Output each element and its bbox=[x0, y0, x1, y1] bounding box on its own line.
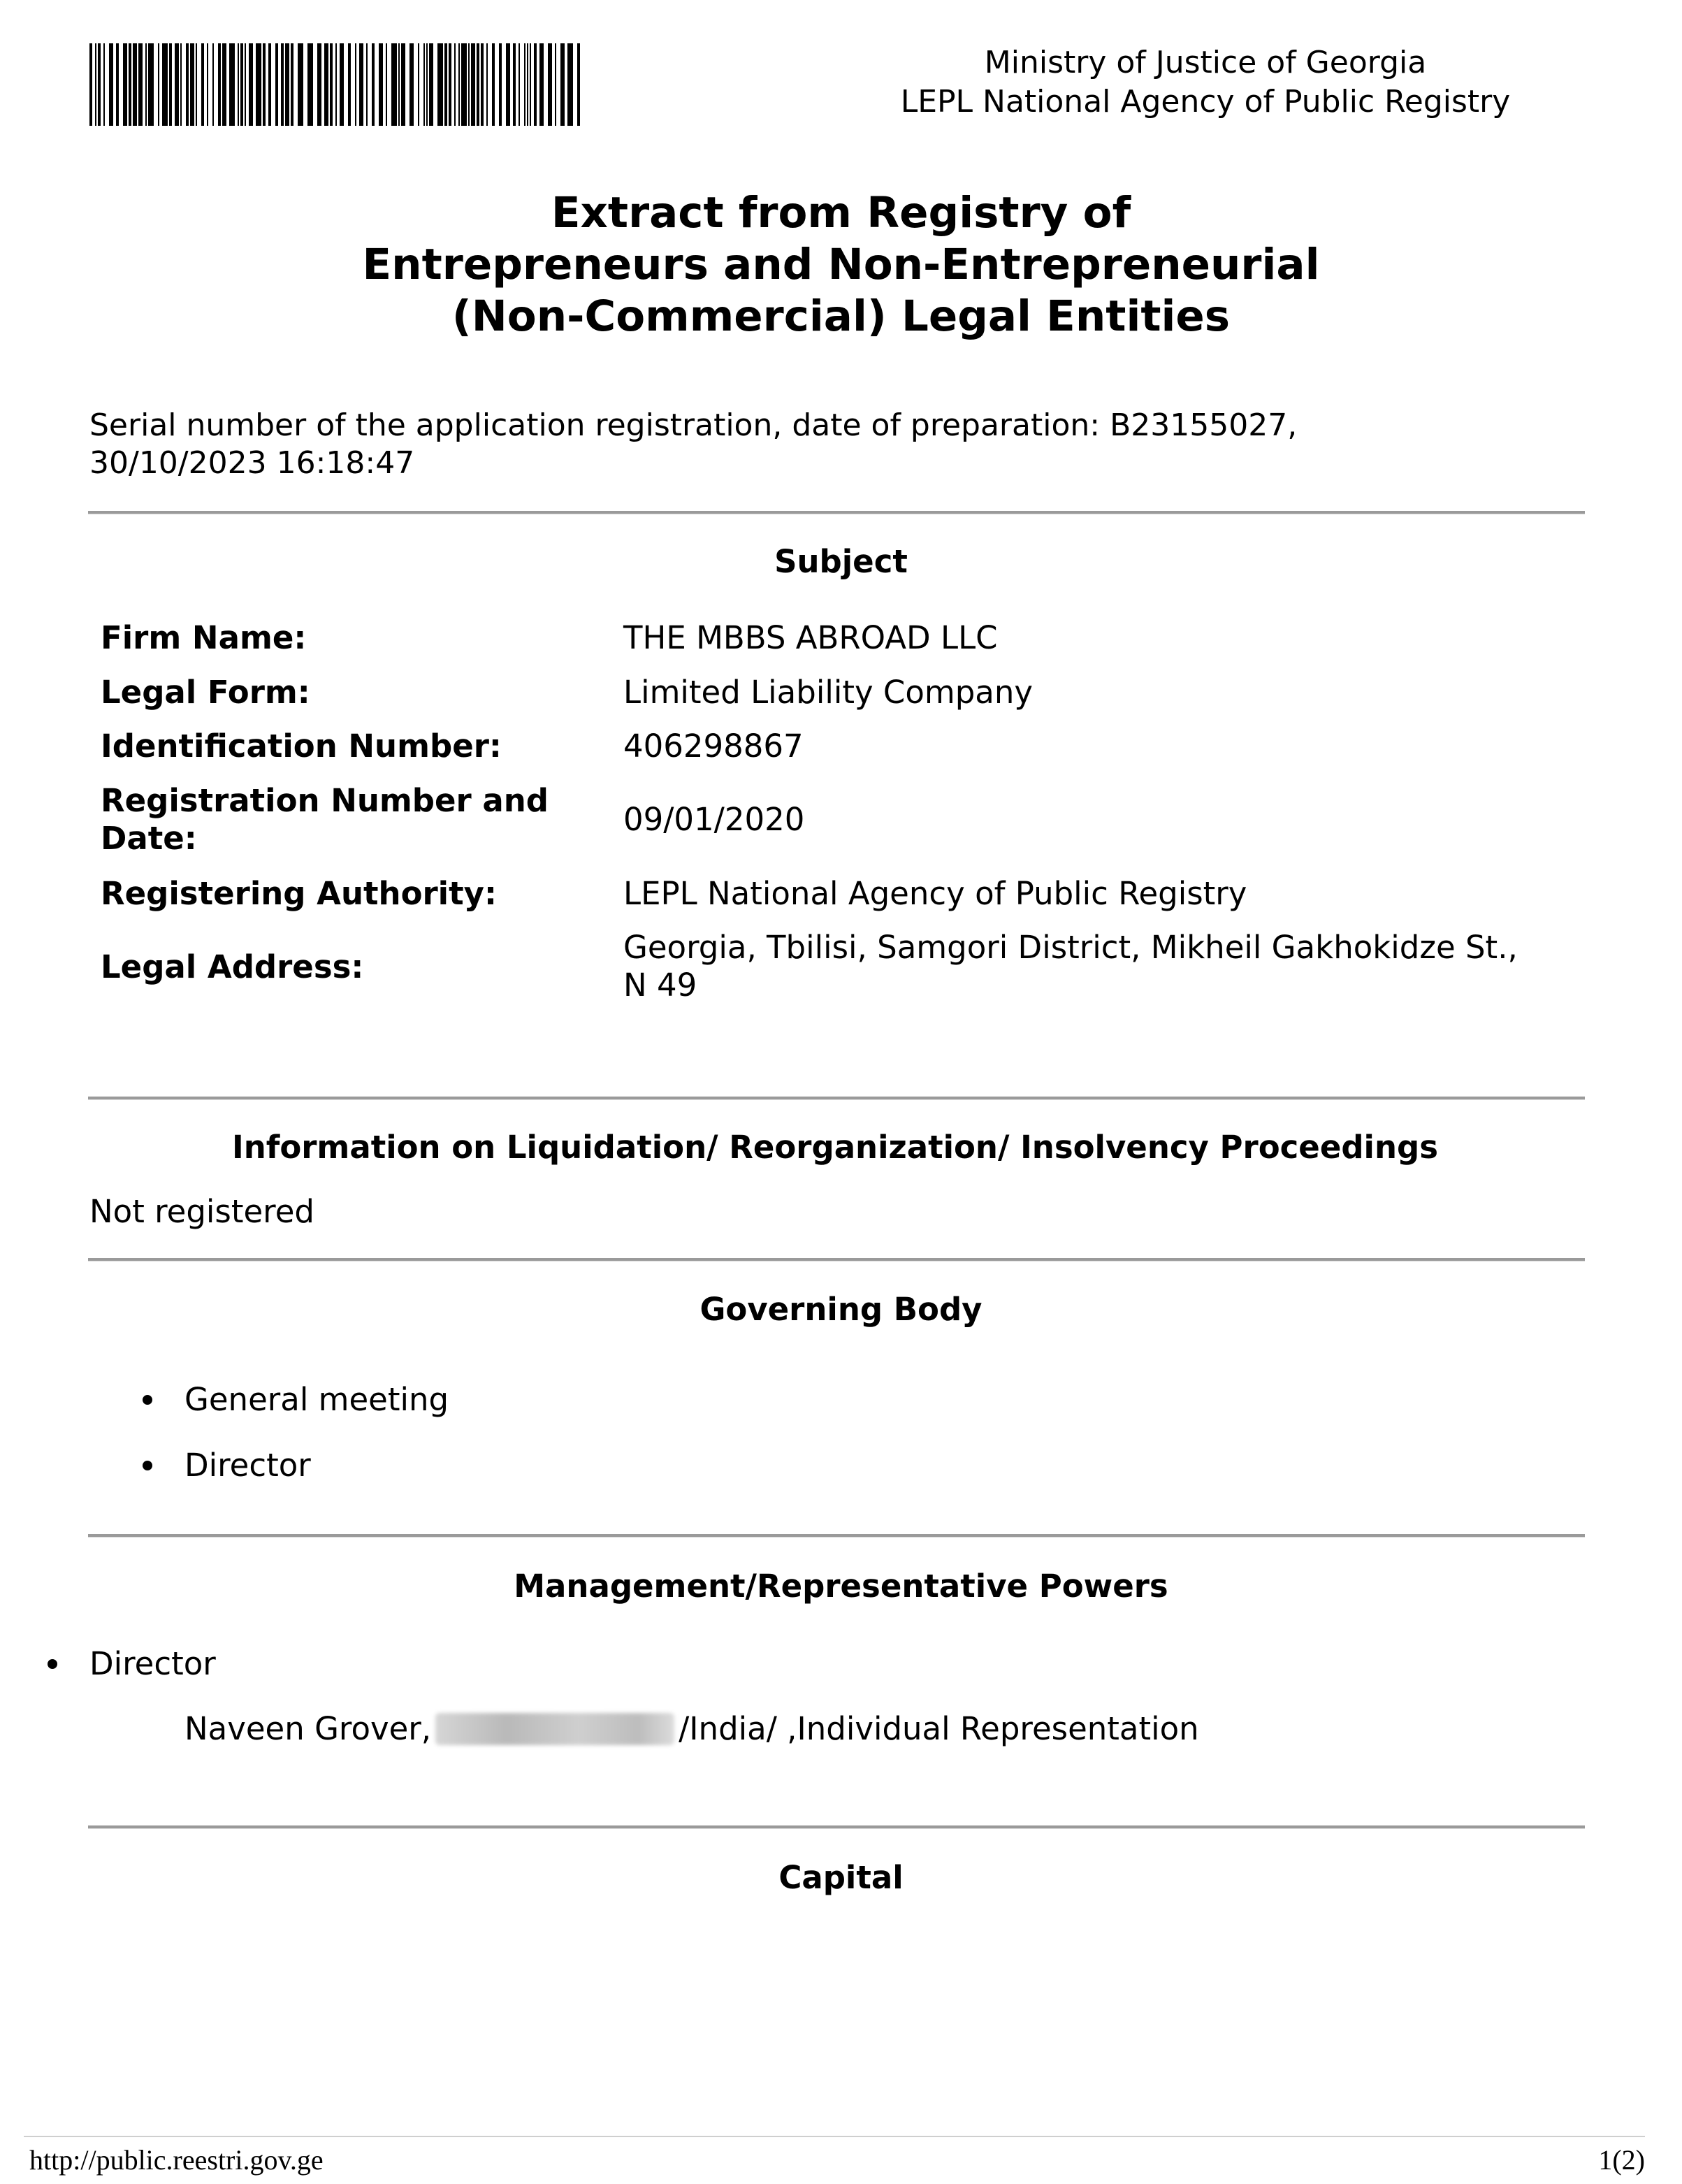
liquidation-status: Not registered bbox=[89, 1193, 314, 1230]
legal-address-label: Legal Address: bbox=[101, 948, 364, 985]
barcode-bar bbox=[148, 43, 154, 126]
barcode-bar bbox=[103, 43, 105, 126]
redacted-id bbox=[435, 1713, 674, 1745]
registration-date-value: 09/01/2020 bbox=[623, 801, 805, 838]
barcode-bar bbox=[169, 43, 172, 126]
registration-number-label bbox=[101, 782, 604, 858]
barcode-bar bbox=[89, 43, 92, 126]
barcode-bar bbox=[298, 43, 303, 126]
bullet-icon bbox=[143, 1395, 152, 1405]
barcode-bar bbox=[386, 43, 387, 126]
barcode-bar bbox=[212, 43, 214, 126]
barcode-bar bbox=[175, 43, 179, 126]
barcode-bar bbox=[418, 43, 419, 126]
liquidation-heading: Information on Liquidation/ Reorganization/ Insolvency Proceedings bbox=[231, 1129, 1439, 1166]
barcode-bar bbox=[477, 43, 479, 126]
barcode-bar bbox=[409, 43, 414, 126]
barcode-bar bbox=[555, 43, 556, 126]
governing-body-item: Director bbox=[184, 1447, 311, 1484]
barcode-bar bbox=[548, 43, 552, 126]
barcode-bar bbox=[222, 43, 226, 126]
barcode-bar bbox=[238, 43, 239, 126]
barcode-bar bbox=[256, 43, 261, 126]
serial-line-1: Serial number of the application registration, date of preparation: B23155027, bbox=[89, 407, 1298, 443]
document-title bbox=[0, 187, 1682, 342]
barcode-bar bbox=[391, 43, 397, 126]
barcode-bar bbox=[340, 43, 344, 126]
barcode-bar bbox=[133, 43, 137, 126]
barcode-bar bbox=[145, 43, 147, 126]
barcode-bar bbox=[162, 43, 168, 126]
barcode-bar bbox=[263, 43, 266, 126]
barcode-bar bbox=[285, 43, 289, 126]
barcode-bar bbox=[218, 43, 221, 126]
barcode-bar bbox=[138, 43, 143, 126]
issuer-header bbox=[790, 43, 1621, 122]
barcode-bar bbox=[506, 43, 510, 126]
firm-name-value: THE MBBS ABROAD LLC bbox=[623, 619, 998, 656]
management-role: Director bbox=[89, 1645, 216, 1682]
barcode-bar bbox=[207, 43, 208, 126]
barcode-bar bbox=[307, 43, 313, 126]
barcode-bar bbox=[530, 43, 531, 126]
footer-divider bbox=[24, 2136, 1645, 2137]
management-heading: Management/Representative Powers bbox=[514, 1568, 1168, 1605]
barcode-bar bbox=[281, 43, 284, 126]
representative-line bbox=[184, 1709, 1199, 1749]
section-divider bbox=[88, 1534, 1585, 1538]
barcode-bar bbox=[486, 43, 488, 126]
bullet-icon bbox=[48, 1659, 57, 1669]
barcode-bar bbox=[577, 43, 580, 126]
serial-line-2: 30/10/2023 16:18:47 bbox=[89, 445, 415, 481]
title-line-2: Entrepreneurs and Non-Entrepreneurial bbox=[362, 240, 1320, 289]
barcode-bar bbox=[186, 43, 189, 126]
firm-name-label: Firm Name: bbox=[101, 619, 307, 656]
barcode-bar bbox=[539, 43, 544, 126]
representative-name: Naveen Grover, bbox=[184, 1710, 432, 1747]
section-divider bbox=[88, 1258, 1585, 1261]
barcode-bar bbox=[249, 43, 253, 126]
barcode-bar bbox=[275, 43, 278, 126]
footer-url: http://public.reestri.gov.ge bbox=[29, 2144, 324, 2176]
barcode-bar bbox=[196, 43, 197, 126]
barcode-bar bbox=[471, 43, 475, 126]
barcode-bar bbox=[499, 43, 502, 126]
barcode-bar bbox=[359, 43, 363, 126]
barcode-bar bbox=[116, 43, 119, 126]
barcode-bar bbox=[180, 43, 182, 126]
barcode-bar bbox=[567, 43, 573, 126]
barcode-bar bbox=[560, 43, 565, 126]
barcode-bar bbox=[468, 43, 470, 126]
barcode-bar bbox=[123, 43, 127, 126]
barcode-bar bbox=[95, 43, 96, 126]
barcode-bar bbox=[401, 43, 405, 126]
barcode-bar bbox=[423, 43, 425, 126]
barcode-bar bbox=[268, 43, 271, 126]
representative-details: /India/ ,Individual Representation bbox=[679, 1710, 1199, 1747]
identification-number-label: Identification Number: bbox=[101, 728, 502, 765]
barcode-bar bbox=[348, 43, 351, 126]
legal-form-label: Legal Form: bbox=[101, 674, 310, 711]
barcode-bar bbox=[229, 43, 235, 126]
barcode-bar bbox=[245, 43, 246, 126]
barcode-bar bbox=[366, 43, 368, 126]
barcode-bar bbox=[458, 43, 460, 126]
barcode-bar bbox=[461, 43, 467, 126]
title-line-1: Extract from Registry of bbox=[551, 188, 1131, 238]
barcode-bar bbox=[527, 43, 528, 126]
barcode-bar bbox=[444, 43, 447, 126]
barcode-bar bbox=[158, 43, 159, 126]
registration-label-line-2: Date: bbox=[101, 820, 197, 857]
governing-body-item: General meeting bbox=[184, 1381, 449, 1418]
barcode-bar bbox=[524, 43, 525, 126]
barcode-bar bbox=[201, 43, 204, 126]
title-line-3: (Non-Commercial) Legal Entities bbox=[451, 291, 1231, 341]
registering-authority-value: LEPL National Agency of Public Registry bbox=[623, 875, 1247, 912]
barcode-icon bbox=[89, 43, 586, 126]
section-divider bbox=[88, 1097, 1585, 1100]
barcode-bar bbox=[335, 43, 337, 126]
registering-authority-label: Registering Authority: bbox=[101, 875, 497, 912]
barcode-bar bbox=[109, 43, 113, 126]
legal-form-value: Limited Liability Company bbox=[623, 674, 1033, 711]
barcode-bar bbox=[330, 43, 333, 126]
identification-number-value: 406298867 bbox=[623, 728, 804, 765]
barcode-bar bbox=[324, 43, 328, 126]
barcode-bar bbox=[129, 43, 131, 126]
legal-address-value bbox=[623, 929, 1567, 1004]
barcode-bar bbox=[513, 43, 516, 126]
barcode-bar bbox=[355, 43, 356, 126]
barcode-bar bbox=[317, 43, 321, 126]
barcode-bar bbox=[379, 43, 383, 126]
legal-address-line-2: N 49 bbox=[623, 967, 697, 1004]
barcode-bar bbox=[98, 43, 101, 126]
section-divider bbox=[88, 511, 1585, 514]
legal-address-line-1: Georgia, Tbilisi, Samgori District, Mikheil Gakhokidze St., bbox=[623, 929, 1518, 966]
section-divider bbox=[88, 1825, 1585, 1829]
barcode-bar bbox=[291, 43, 293, 126]
barcode-bar bbox=[240, 43, 243, 126]
barcode-bar bbox=[190, 43, 194, 126]
registration-label-line-1: Registration Number and bbox=[101, 782, 549, 819]
barcode-bar bbox=[372, 43, 375, 126]
barcode-bar bbox=[398, 43, 400, 126]
bullet-icon bbox=[143, 1461, 152, 1470]
governing-body-heading: Governing Body bbox=[699, 1291, 983, 1328]
capital-heading: Capital bbox=[778, 1859, 904, 1896]
barcode-bar bbox=[449, 43, 451, 126]
barcode-bar bbox=[519, 43, 520, 126]
barcode-bar bbox=[426, 43, 428, 126]
ministry-name: Ministry of Justice of Georgia bbox=[984, 45, 1427, 80]
barcode-bar bbox=[454, 43, 456, 126]
barcode-bar bbox=[429, 43, 433, 126]
page-number: 1(2) bbox=[1598, 2144, 1645, 2176]
serial-number bbox=[89, 407, 1557, 482]
barcode-bar bbox=[437, 43, 443, 126]
agency-name: LEPL National Agency of Public Registry bbox=[900, 84, 1511, 120]
barcode-bar bbox=[534, 43, 537, 126]
barcode-bar bbox=[492, 43, 495, 126]
subject-heading: Subject bbox=[774, 543, 908, 580]
barcode-bar bbox=[481, 43, 484, 126]
